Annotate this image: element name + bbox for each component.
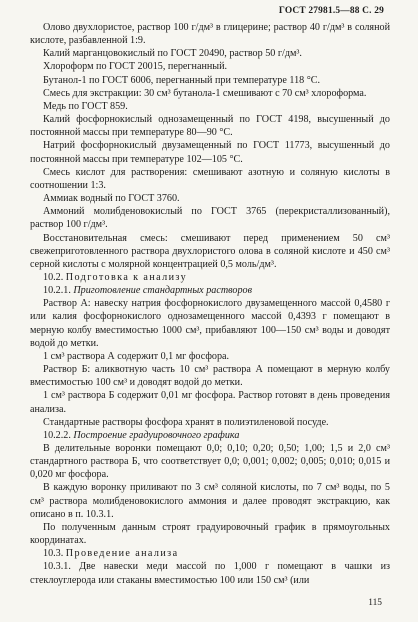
section-number: 10.3.: [43, 548, 64, 560]
section-number: 10.2.: [43, 271, 64, 283]
reagent-line: Бутанол-1 по ГОСТ 6006, перегнанный при температуре 118 °С.: [43, 74, 321, 86]
reagent-line: Аммиак водный по ГОСТ 3760.: [43, 193, 180, 205]
paragraph: Раствор Б: аликвотную часть 10 см³ раствора А помещают в мерную колбу вместимостью 100 см³ и доводят водой до метки.: [30, 364, 390, 389]
reagent-line: Смесь кислот для растворения: смешивают азотную и соляную кислоты в соотношении 1:3.: [30, 166, 390, 191]
paragraph: 10.3.1. Две навески меди массой по 1,000 г помещают в чашки из стеклоуглерода или стаканы вместимостью 100 или 150 см³ (или: [30, 561, 390, 586]
section-heading: [30, 547, 390, 560]
reagent-line: Хлороформ по ГОСТ 20015, перегнанный.: [43, 61, 228, 73]
reagent-line: Смесь для экстракции: 30 см³ бутанола-1 смешивают с 70 см³ хлороформа.: [43, 87, 367, 99]
reagent-line: Калий марганцовокислый по ГОСТ 20490, раствор 50 г/дм³.: [43, 48, 302, 60]
paragraph: Раствор А: навеску натрия фосфорнокислого двузамещенного массой 0,4580 г или калия фосфорнокислого однозамещенного массой 0,4393 г помещают в мерную колбу вместимостью 1000 см³, прибавляют 100—150 см³ воды и доводят водой до метки.: [30, 298, 390, 349]
paragraph: В каждую воронку приливают по 3 см³ соляной кислоты, по 7 см³ воды, по 5 см³ раствора молибденовокислого аммония и далее проводят экстракцию, как описано в п. 10.3.1.: [30, 482, 390, 520]
section-title: Проведение анализа: [65, 548, 179, 560]
section-heading: [30, 271, 390, 284]
page-number: 115: [368, 598, 382, 608]
reagent-line: Натрий фосфорнокислый двузамещенный по ГОСТ 11773, высушенный до постоянной массы при температуре 102—105 °С.: [30, 140, 390, 165]
reagent-line: Медь по ГОСТ 859.: [43, 100, 128, 112]
paragraph: Стандартные растворы фосфора хранят в полиэтиленовой посуде.: [43, 416, 329, 428]
subsection-number: 10.2.1.: [43, 285, 71, 297]
paragraph: В делительные воронки помещают 0,0; 0,10; 0,20; 0,50; 1,00; 1,5 и 2,0 см³ стандартного раствора Б, что соответствует 0,0; 0,001; 0,002; 0,005; 0,010; 0,015 и 0,020 мг фосфора.: [30, 443, 390, 481]
reagent-line: Аммоний молибденовокислый по ГОСТ 3765 (перекристаллизованный), раствор 100 г/дм³.: [30, 206, 390, 231]
reagent-line: Олово двухлористое, раствор 100 г/дм³ в глицерине; раствор 40 г/дм³ в соляной кислоте, разбавленной 1:9.: [30, 22, 390, 47]
page-body: [30, 21, 390, 587]
subsection-heading: [30, 284, 390, 297]
section-title: Подготовка к анализу: [65, 271, 188, 283]
reagent-line: Калий фосфорнокислый однозамещенный по ГОСТ 4198, высушенный до постоянной массы при температуре 80—90 °С.: [30, 114, 390, 139]
paragraph: 1 см³ раствора Б содержит 0,01 мг фосфора. Раствор готовят в день проведения анализа.: [30, 390, 390, 415]
paragraph: 1 см³ раствора А содержит 0,1 мг фосфора.: [43, 350, 230, 362]
subsection-number: 10.2.2.: [43, 429, 71, 441]
paragraph: По полученным данным строят градуировочный график в прямоугольных координатах.: [30, 521, 390, 547]
reagent-line: Восстановительная смесь: смешивают перед применением 50 см³ свежеприготовленного раствора двухлористого олова в соляной кислоте и 450 см³ серной кислоты с молярной концентрацией 0,5 моль/дм³.: [30, 232, 390, 270]
subsection-title: Построение градуировочного графика: [73, 429, 240, 441]
subsection-heading: [30, 429, 390, 442]
subsection-title: Приготовление стандартных растворов: [73, 285, 252, 297]
running-header: ГОСТ 27981.5—88 С. 29: [278, 6, 384, 16]
